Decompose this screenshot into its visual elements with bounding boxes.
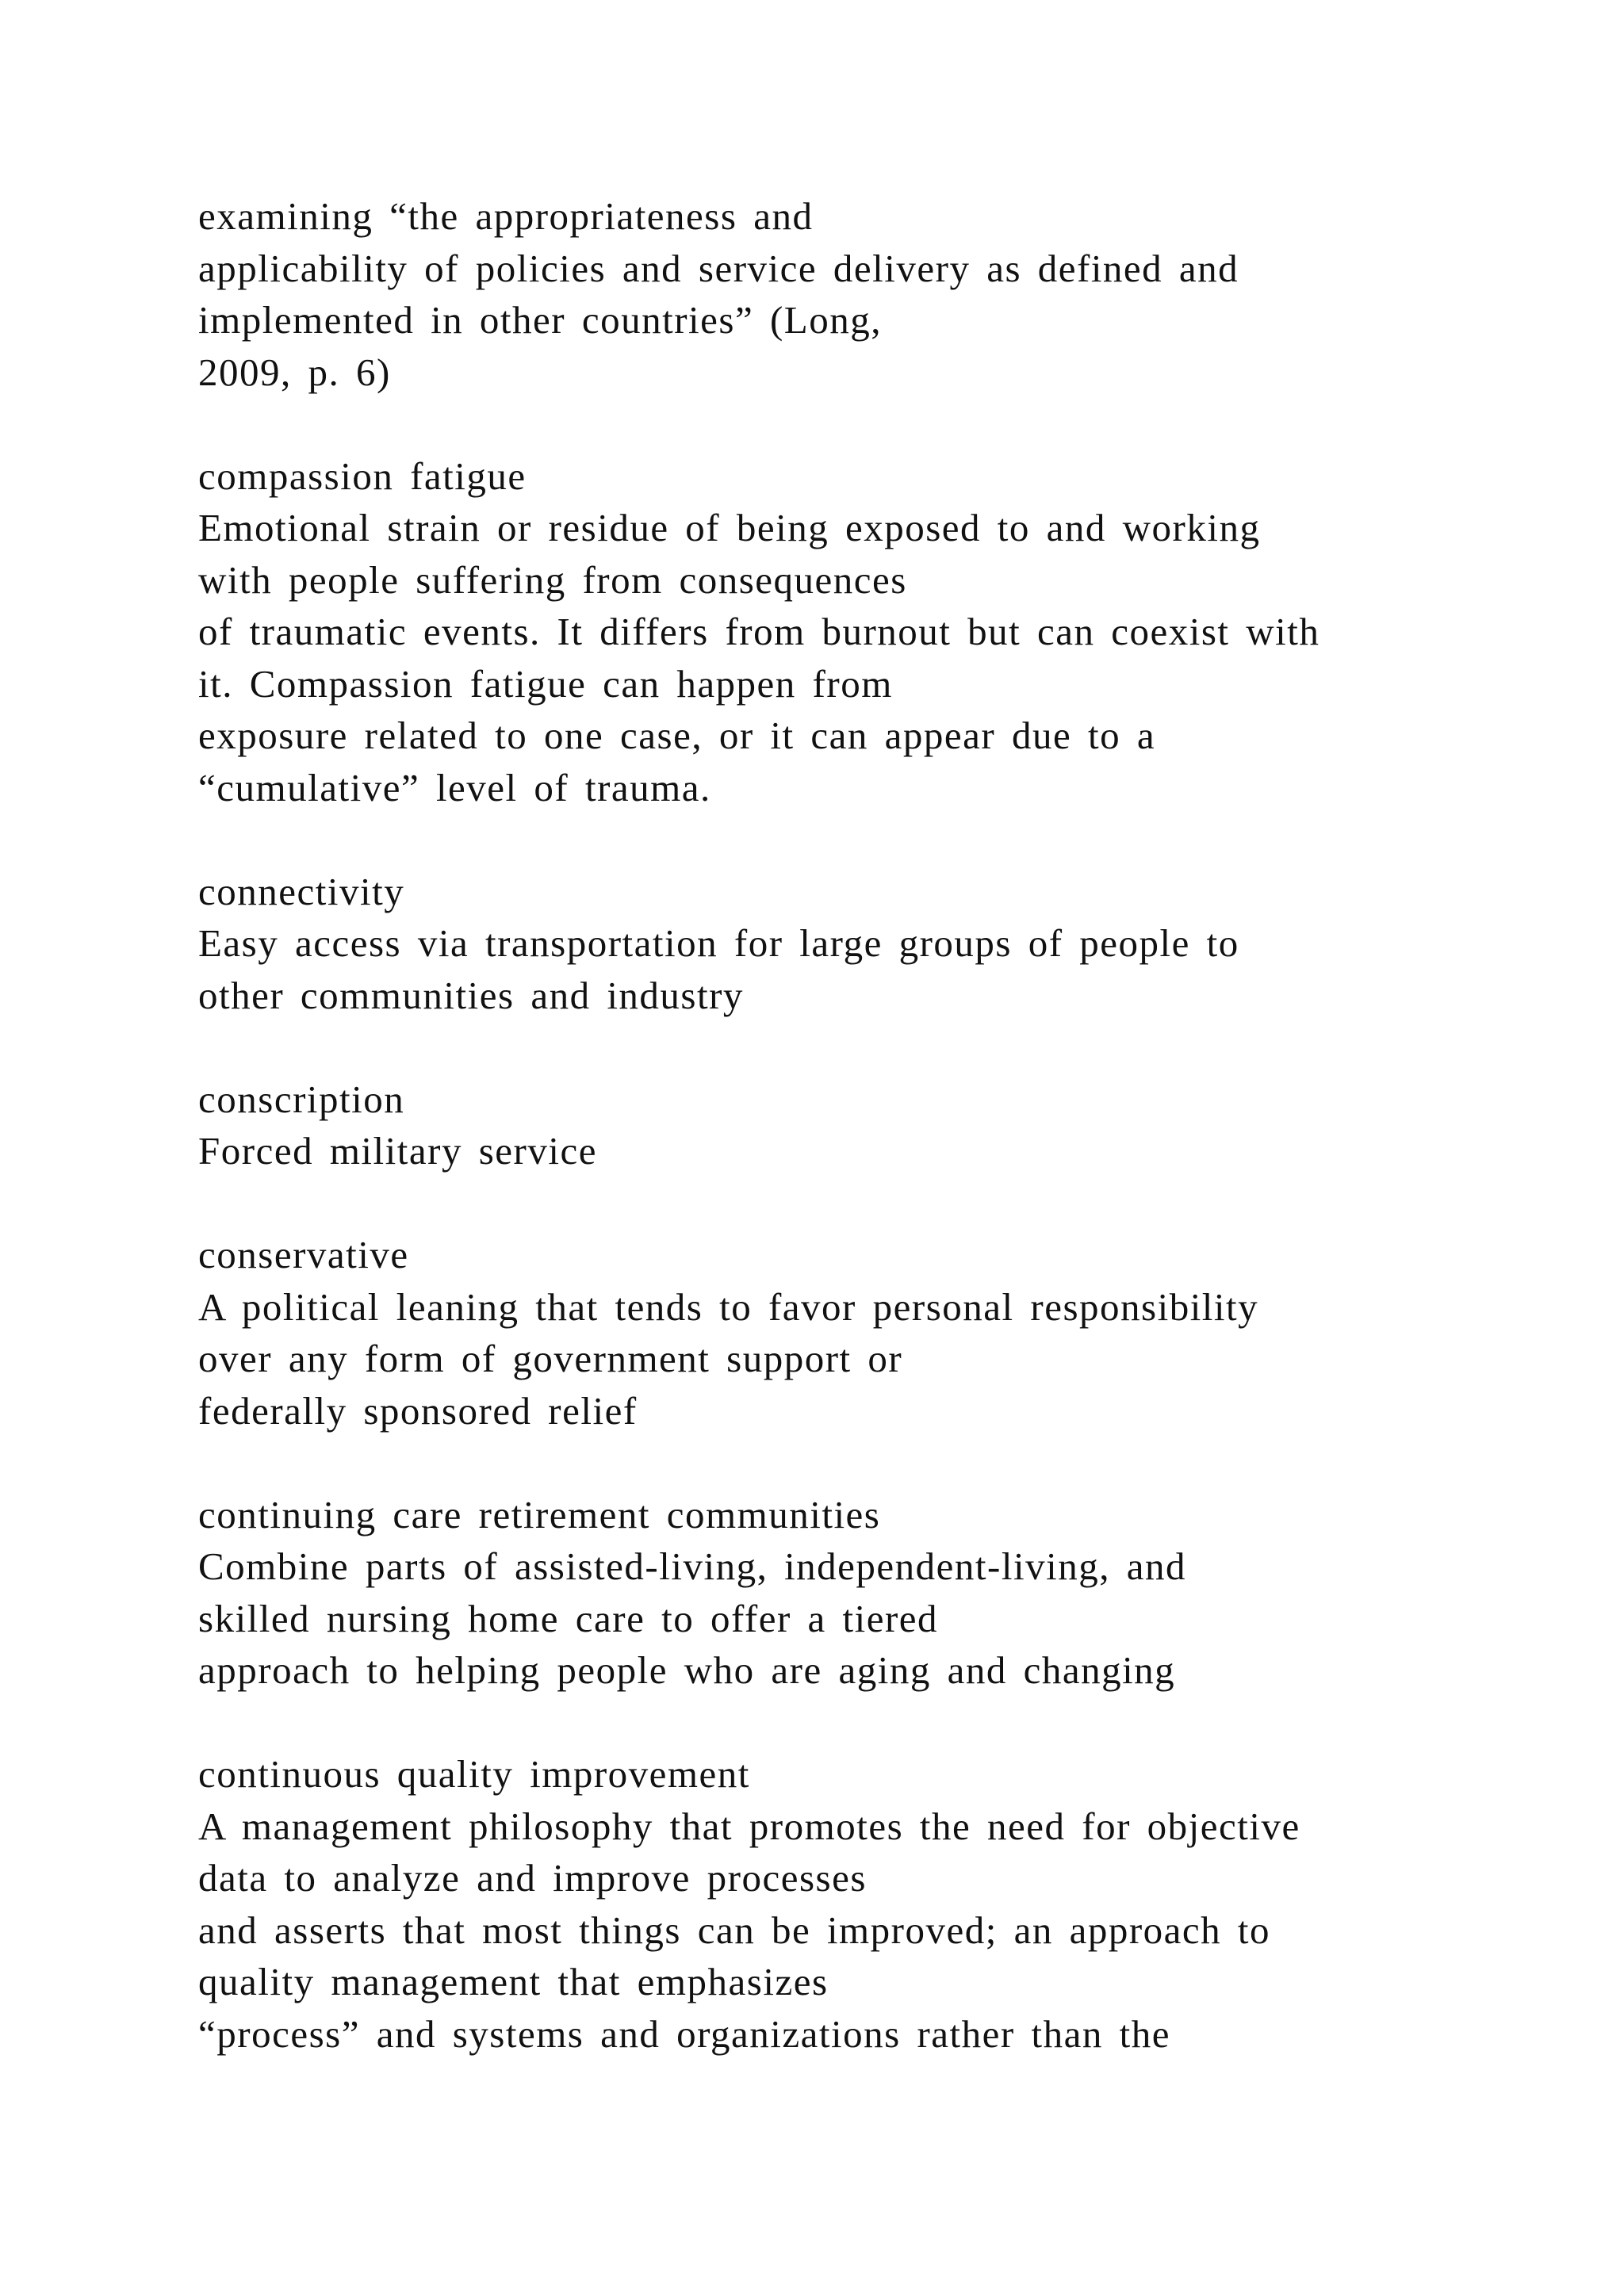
- glossary-term: compassion fatigue: [198, 453, 527, 498]
- glossary-term: connectivity: [198, 869, 405, 913]
- definition-line: quality management that emphasizes: [198, 1960, 829, 2003]
- glossary-term: continuing care retirement communities: [198, 1492, 881, 1536]
- definition-line: Forced military service: [198, 1129, 597, 1173]
- glossary-entry-conscription: [198, 1073, 1594, 1177]
- definition-line: Easy access via transportation for large groups of people to: [198, 921, 1239, 965]
- definition-line: other communities and industry: [198, 973, 744, 1017]
- document-body: [198, 190, 1594, 2060]
- definition-line: A political leaning that tends to favor personal responsibility: [198, 1284, 1259, 1329]
- definition-line: approach to helping people who are aging and changing: [198, 1648, 1176, 1692]
- definition-line: federally sponsored relief: [198, 1388, 638, 1433]
- definition-line: it. Compassion fatigue can happen from: [198, 661, 893, 706]
- text-line: examining “the appropriateness and: [198, 194, 814, 238]
- definition-line: over any form of government support or: [198, 1337, 903, 1380]
- paragraph-gap: [198, 1697, 1594, 1749]
- text-line: applicability of policies and service delivery as defined and: [198, 246, 1239, 290]
- definition-line: Combine parts of assisted-living, independent-living, and: [198, 1544, 1186, 1588]
- glossary-entry-continuing-care-retirement-communities: [198, 1489, 1594, 1697]
- definition-line: with people suffering from consequences: [198, 557, 907, 602]
- paragraph-gap: [198, 1021, 1594, 1073]
- paragraph-gap: [198, 1437, 1594, 1489]
- glossary-term: conscription: [198, 1077, 405, 1121]
- paragraph-gap: [198, 398, 1594, 450]
- glossary-entry-connectivity: [198, 866, 1594, 1022]
- definition-line: of traumatic events. It differs from burnout but can coexist with: [198, 610, 1320, 653]
- paragraph-gap: [198, 813, 1594, 866]
- definition-line: “process” and systems and organizations rather than the: [198, 2011, 1170, 2056]
- definition-line: data to analyze and improve processes: [198, 1856, 867, 1900]
- text-line: 2009, p. 6): [198, 350, 391, 394]
- glossary-entry-continuous-quality-improvement: [198, 1748, 1594, 2060]
- glossary-term: conservative: [198, 1233, 409, 1276]
- glossary-entry-compassion-fatigue: [198, 450, 1594, 814]
- glossary-term: continuous quality improvement: [198, 1752, 750, 1796]
- intro-paragraph: [198, 190, 1594, 398]
- definition-line: exposure related to one case, or it can appear due to a: [198, 714, 1156, 757]
- definition-line: Emotional strain or residue of being exposed to and working: [198, 506, 1261, 549]
- definition-line: skilled nursing home care to offer a tiered: [198, 1596, 939, 1640]
- definition-line: and asserts that most things can be improved; an approach to: [198, 1908, 1271, 1952]
- paragraph-gap: [198, 1177, 1594, 1230]
- text-line: implemented in other countries” (Long,: [198, 298, 882, 342]
- glossary-entry-conservative: [198, 1229, 1594, 1437]
- definition-line: “cumulative” level of trauma.: [198, 765, 711, 809]
- definition-line: A management philosophy that promotes the need for objective: [198, 1804, 1300, 1848]
